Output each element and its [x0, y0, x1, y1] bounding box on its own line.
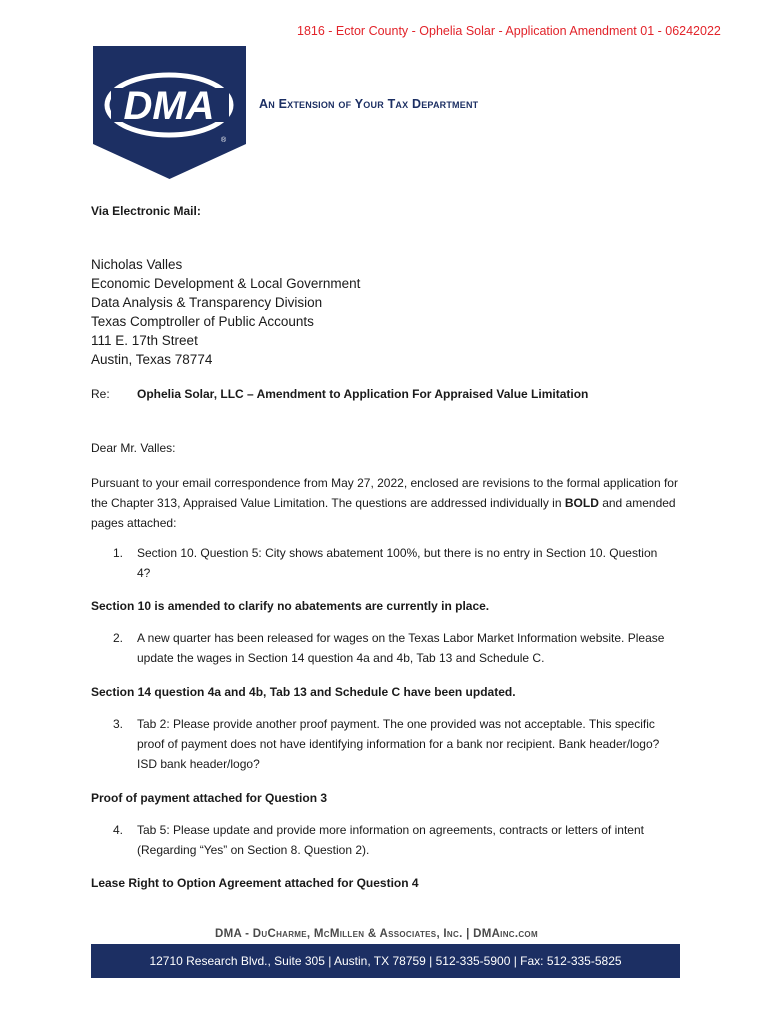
address-line: Economic Development & Local Government: [91, 276, 361, 291]
intro-bold-word: BOLD: [564, 496, 599, 510]
address-line: Nicholas Valles: [91, 257, 183, 272]
item-question: Tab 2: Please provide another proof payment. The one provided was not acceptable. This specific proof of payment does not have identifying information for a bank nor recipient. Bank header/logo? ISD bank header/logo?: [137, 717, 660, 771]
dma-logo: [93, 46, 246, 179]
address-line: 111 E. 17th Street: [91, 333, 198, 348]
item-question: Section 10. Question 5: City shows abatement 100%, but there is no entry in Section 10. Question 4?: [137, 546, 658, 580]
tagline: An Extension of Your Tax Department: [259, 97, 479, 111]
item-number: 1.: [113, 546, 124, 560]
item-response: Section 14 question 4a and 4b, Tab 13 and Schedule C have been updated.: [91, 685, 516, 699]
document-stamp: 1816 - Ector County - Ophelia Solar - Application Amendment 01 - 06242022: [297, 24, 721, 38]
salutation: Dear Mr. Valles:: [91, 441, 176, 455]
address-line: Texas Comptroller of Public Accounts: [91, 314, 314, 329]
logo-text: DMA: [123, 84, 215, 128]
question-item: [113, 543, 673, 583]
item-response: Section 10 is amended to clarify no abatements are currently in place.: [91, 599, 490, 613]
item-number: 2.: [113, 631, 124, 645]
item-number: 3.: [113, 717, 124, 731]
logo-registered-mark: ®: [221, 137, 227, 144]
item-response: Proof of payment attached for Question 3: [91, 791, 328, 805]
footer-contact-bar: [91, 944, 680, 978]
footer-contact: 12710 Research Blvd., Suite 305 | Austin, TX 78759 | 512-335-5900 | Fax: 512-335-5825: [149, 954, 622, 968]
recipient-address: [91, 255, 360, 369]
intro-paragraph: [91, 473, 691, 533]
question-item: [113, 820, 673, 860]
question-item: [113, 714, 673, 774]
item-response: Lease Right to Option Agreement attached for Question 4: [91, 876, 419, 890]
item-question: Tab 5: Please update and provide more information on agreements, contracts or letters of intent (Regarding “Yes” on Section 8. Question 2).: [137, 823, 644, 857]
footer-company: DMA - DuCharme, McMillen & Associates, Inc. | DMAinc.com: [215, 928, 538, 940]
item-number: 4.: [113, 823, 124, 837]
re-label: Re:: [91, 387, 110, 401]
re-subject: Ophelia Solar, LLC – Amendment to Application For Appraised Value Limitation: [137, 387, 589, 401]
item-question: A new quarter has been released for wages on the Texas Labor Market Information website. Please update the wages in Section 14 question 4a and 4b, Tab 13 and Schedule C.: [137, 631, 665, 665]
address-line: Data Analysis & Transparency Division: [91, 295, 323, 310]
delivery-method: Via Electronic Mail:: [91, 204, 201, 218]
intro-text-end: and amended pages attached:: [91, 496, 676, 530]
question-item: [113, 628, 673, 668]
address-line: Austin, Texas 78774: [91, 352, 213, 367]
intro-text: Pursuant to your email correspondence from May 27, 2022, enclosed are revisions to the formal application for the Chapter 313, Appraised Value Limitation. The questions are addressed individually in: [91, 476, 678, 510]
